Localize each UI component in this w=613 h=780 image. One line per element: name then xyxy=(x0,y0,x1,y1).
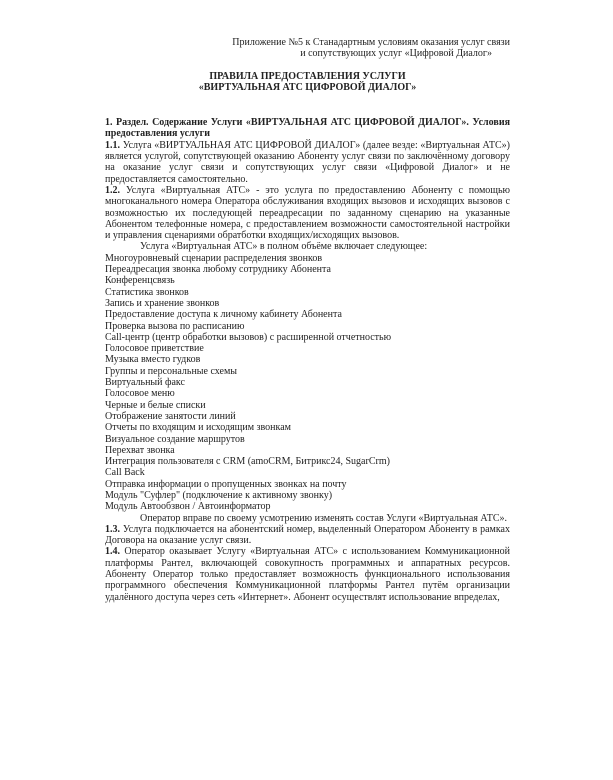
feature-item: Музыка вместо гудков xyxy=(105,354,201,366)
feature-item: Модуль "Суфлер" (подключение к активному звонку) xyxy=(105,489,333,501)
appendix-header-line-1: Приложение №5 к Станадартным условиям оказания услуг связи xyxy=(232,37,510,48)
paragraph-1-4 xyxy=(105,546,510,602)
feature-item: Группы и персональные схемы xyxy=(105,365,238,377)
title-line-2: «ВИРТУАЛЬНАЯ АТС ЦИФРОВОЙ ДИАЛОГ» xyxy=(198,81,417,93)
feature-item: Модуль Автообзвон / Автоинформатор xyxy=(105,501,271,513)
title-line-1: ПРАВИЛА ПРЕДОСТАВЛЕНИЯ УСЛУГИ xyxy=(209,70,406,82)
paragraph-1-4-number: 1.4. xyxy=(105,546,120,558)
paragraph-1-2-number: 1.2. xyxy=(105,184,120,196)
feature-item: Виртуальный факс xyxy=(105,377,185,389)
appendix-header-line-2: и сопутствующих услуг «Цифровой Диалог» xyxy=(300,48,492,60)
feature-item: Интеграция пользователя с CRM (amoCRM, Битрикс24, SugarCrm) xyxy=(105,456,390,468)
feature-item: Визуальное создание маршрутов xyxy=(105,433,245,445)
paragraph-1-3-number: 1.3. xyxy=(105,523,120,535)
operator-note: Оператор вправе по своему усмотрению изменять состав Услуги «Виртуальная АТС». xyxy=(140,512,508,524)
feature-item: Отчеты по входящим и исходящим звонкам xyxy=(105,422,291,434)
feature-item: Статистика звонков xyxy=(105,286,189,298)
paragraph-1-3-text: Услуга подключается на абонентский номер, выделенный Оператором Абоненту в рамках Договора на оказание услуг связи. xyxy=(105,523,510,547)
feature-item: Черные и белые списки xyxy=(105,399,206,411)
paragraph-1-4-text: Оператор оказывает Услугу «Виртуальная АТС» с использованием Коммуникационной платформы Рантел, включающей совокупность программных и аппаратных ресурсов. Абоненту Оператор только предоставляет возможность функционального использования программного обеспечения Коммуникационной платформы Рантел путём организации удалённого доступа через сеть «Интернет». Абонент осуществлят использование впределах, xyxy=(105,546,510,603)
features-list xyxy=(105,253,510,513)
feature-item: Отображение занятости линий xyxy=(105,410,236,422)
feature-item: Перехват звонка xyxy=(105,444,175,456)
paragraph-1-1 xyxy=(105,140,510,185)
appendix-header xyxy=(105,37,510,60)
paragraph-1-2 xyxy=(105,185,510,241)
feature-item: Конференцсвязь xyxy=(105,275,175,287)
feature-item: Call-центр (центр обработки вызовов) с расширенной отчетностью xyxy=(105,331,392,343)
features-intro: Услуга «Виртуальная АТС» в полном объёме включает следующее: xyxy=(140,241,428,253)
feature-item: Переадресация звонка любому сотруднику Абонента xyxy=(105,264,331,276)
feature-item: Многоуровневый сценарии распределения звонков xyxy=(105,252,323,264)
paragraph-1-1-text: Услуга «ВИРТУАЛЬНАЯ АТС ЦИФРОВОЙ ДИАЛОГ» (далее везде: «Виртуальная АТС») является услугой, сопутствующей оказанию Абоненту услуг связи по заключённому договору на оказание услуг связи и сопутствующих услуг связи «Цифровой Диалог» и не предоставляется самостоятельно. xyxy=(105,139,511,185)
paragraph-1-1-number: 1.1. xyxy=(105,139,120,151)
paragraph-1-3 xyxy=(105,524,510,547)
feature-item: Call Back xyxy=(105,467,145,479)
feature-item: Запись и хранение звонков xyxy=(105,297,220,309)
feature-item: Предоставление доступа к личному кабинету Абонента xyxy=(105,309,342,321)
feature-item: Голосовое меню xyxy=(105,388,175,400)
paragraph-1-2-text: Услуга «Виртуальная АТС» - это услуга по предоставлению Абоненту с помощью многоканального номера Оператора обслуживания входящих вызовов и исходящих вызовов с возможностью их последующей переадресации по заданному сценарию на указанные Абонентом телефонные номера, с предоставлением возможности самостоятельной настройки и управления сценариями обратботки входящих/исходящих вызовов. xyxy=(105,184,511,242)
feature-item: Проверка вызова по расписанию xyxy=(105,320,245,332)
document-title xyxy=(105,71,510,94)
section-heading: 1. Раздел. Содержание Услуги «ВИРТУАЛЬНАЯ АТС ЦИФРОВОЙ ДИАЛОГ». Условия предоставления услуги xyxy=(105,117,510,140)
feature-item: Голосовое приветствие xyxy=(105,343,204,355)
feature-item: Отправка информации о пропущенных звонках на почту xyxy=(105,478,347,490)
